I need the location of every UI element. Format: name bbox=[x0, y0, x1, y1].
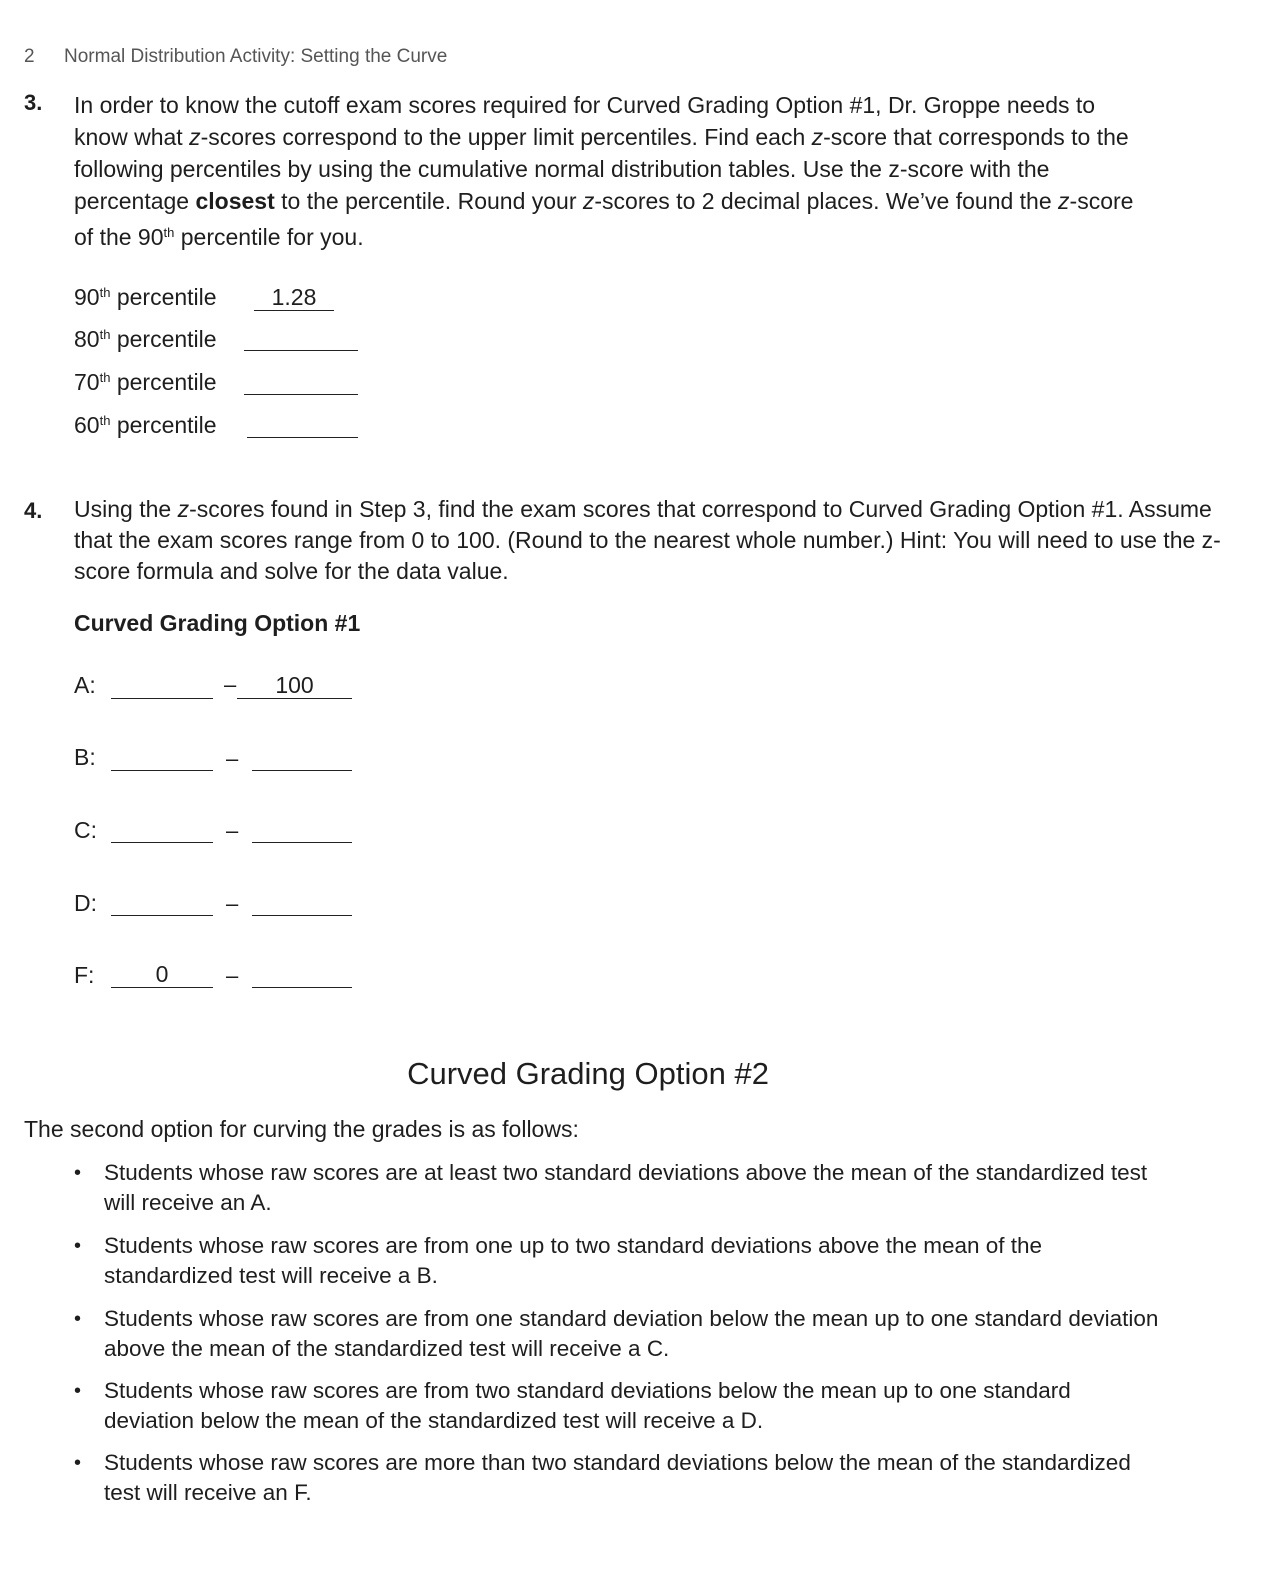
grade-label-f: F: bbox=[74, 962, 95, 988]
bullet-icon: • bbox=[74, 1380, 82, 1402]
grade-label-c: C: bbox=[74, 817, 97, 843]
range-dash: – bbox=[226, 891, 239, 916]
bullet-icon: • bbox=[74, 1308, 82, 1330]
question-3-number: 3. bbox=[24, 90, 43, 115]
percentile-row: 70th percentile bbox=[74, 369, 217, 395]
option-2-heading: Curved Grading Option #2 bbox=[407, 1056, 769, 1091]
grade-c-low-input[interactable] bbox=[111, 814, 213, 843]
grade-label-d: D: bbox=[74, 890, 97, 916]
list-item: Students whose raw scores are more than two standard deviations below the mean of the standardized test will receive an F. bbox=[104, 1450, 1131, 1505]
bullet-icon: • bbox=[74, 1452, 82, 1474]
page-number: 2 bbox=[24, 46, 35, 67]
option-2-intro: The second option for curving the grades is as follows: bbox=[24, 1116, 579, 1142]
question-3-text: In order to know the cutoff exam scores required for Curved Grading Option #1, Dr. Groppe needs to know what z-scores correspond to the upper limit percentiles. Find each z-score that corresponds to the following percentiles by using the cumulative normal distribution tables. Use the z-score with the percentage closest to the percentile. Round your z-scores to 2 decimal places. We’ve found the z-score of the 90th percentile for you. bbox=[74, 92, 1134, 250]
list-item: Students whose raw scores are from one up to two standard deviations above the mean of the standardized test will receive a B. bbox=[104, 1233, 1043, 1288]
grade-b-high-input[interactable] bbox=[252, 742, 352, 771]
question-4-number: 4. bbox=[24, 498, 43, 523]
grade-c-high-input[interactable] bbox=[252, 814, 352, 843]
list-item: Students whose raw scores are at least two standard deviations above the mean of the standardized test will receive an A. bbox=[104, 1160, 1148, 1215]
option-1-title: Curved Grading Option #1 bbox=[74, 610, 361, 636]
grade-f-high-input[interactable] bbox=[252, 959, 352, 988]
z-score-answer-70[interactable] bbox=[244, 366, 358, 395]
grade-a-low-input[interactable] bbox=[111, 670, 213, 699]
bullet-icon: • bbox=[74, 1235, 82, 1257]
z-score-answer-60[interactable] bbox=[247, 409, 358, 438]
range-dash: – bbox=[226, 746, 239, 771]
grade-label-a: A: bbox=[74, 672, 96, 698]
grade-label-b: B: bbox=[74, 744, 96, 770]
list-item: Students whose raw scores are from one standard deviation below the mean up to one standard deviation above the mean of the standardized test will receive a C. bbox=[104, 1306, 1159, 1361]
document-title: Normal Distribution Activity: Setting the Curve bbox=[64, 46, 448, 67]
grade-b-low-input[interactable] bbox=[111, 742, 213, 771]
z-score-answer-90[interactable]: 1.28 bbox=[254, 282, 334, 311]
range-dash: – bbox=[226, 963, 239, 988]
bullet-icon: • bbox=[74, 1162, 82, 1184]
percentile-row: 80th percentile bbox=[74, 326, 217, 352]
range-dash: – bbox=[226, 818, 239, 843]
range-dash: – bbox=[224, 672, 237, 697]
closest-emphasis: closest bbox=[195, 188, 275, 214]
grade-a-high-input[interactable]: 100 bbox=[237, 670, 352, 699]
grade-f-low-input[interactable]: 0 bbox=[111, 959, 213, 988]
percentile-row: 90th percentile bbox=[74, 284, 217, 310]
list-item: Students whose raw scores are from two standard deviations below the mean up to one standard deviation below the mean of the standardized test will receive a D. bbox=[104, 1378, 1071, 1433]
percentile-row: 60th percentile bbox=[74, 412, 217, 438]
z-score-answer-80[interactable] bbox=[244, 322, 358, 351]
page-header bbox=[24, 46, 447, 68]
grade-d-low-input[interactable] bbox=[111, 887, 213, 916]
grade-d-high-input[interactable] bbox=[252, 887, 352, 916]
question-4-text: Using the z-scores found in Step 3, find the exam scores that correspond to Curved Grading Option #1. Assume that the exam scores range from 0 to 100. (Round to the nearest whole number.) Hint: You will need to use the z-score formula and solve for the data value. bbox=[74, 496, 1221, 584]
